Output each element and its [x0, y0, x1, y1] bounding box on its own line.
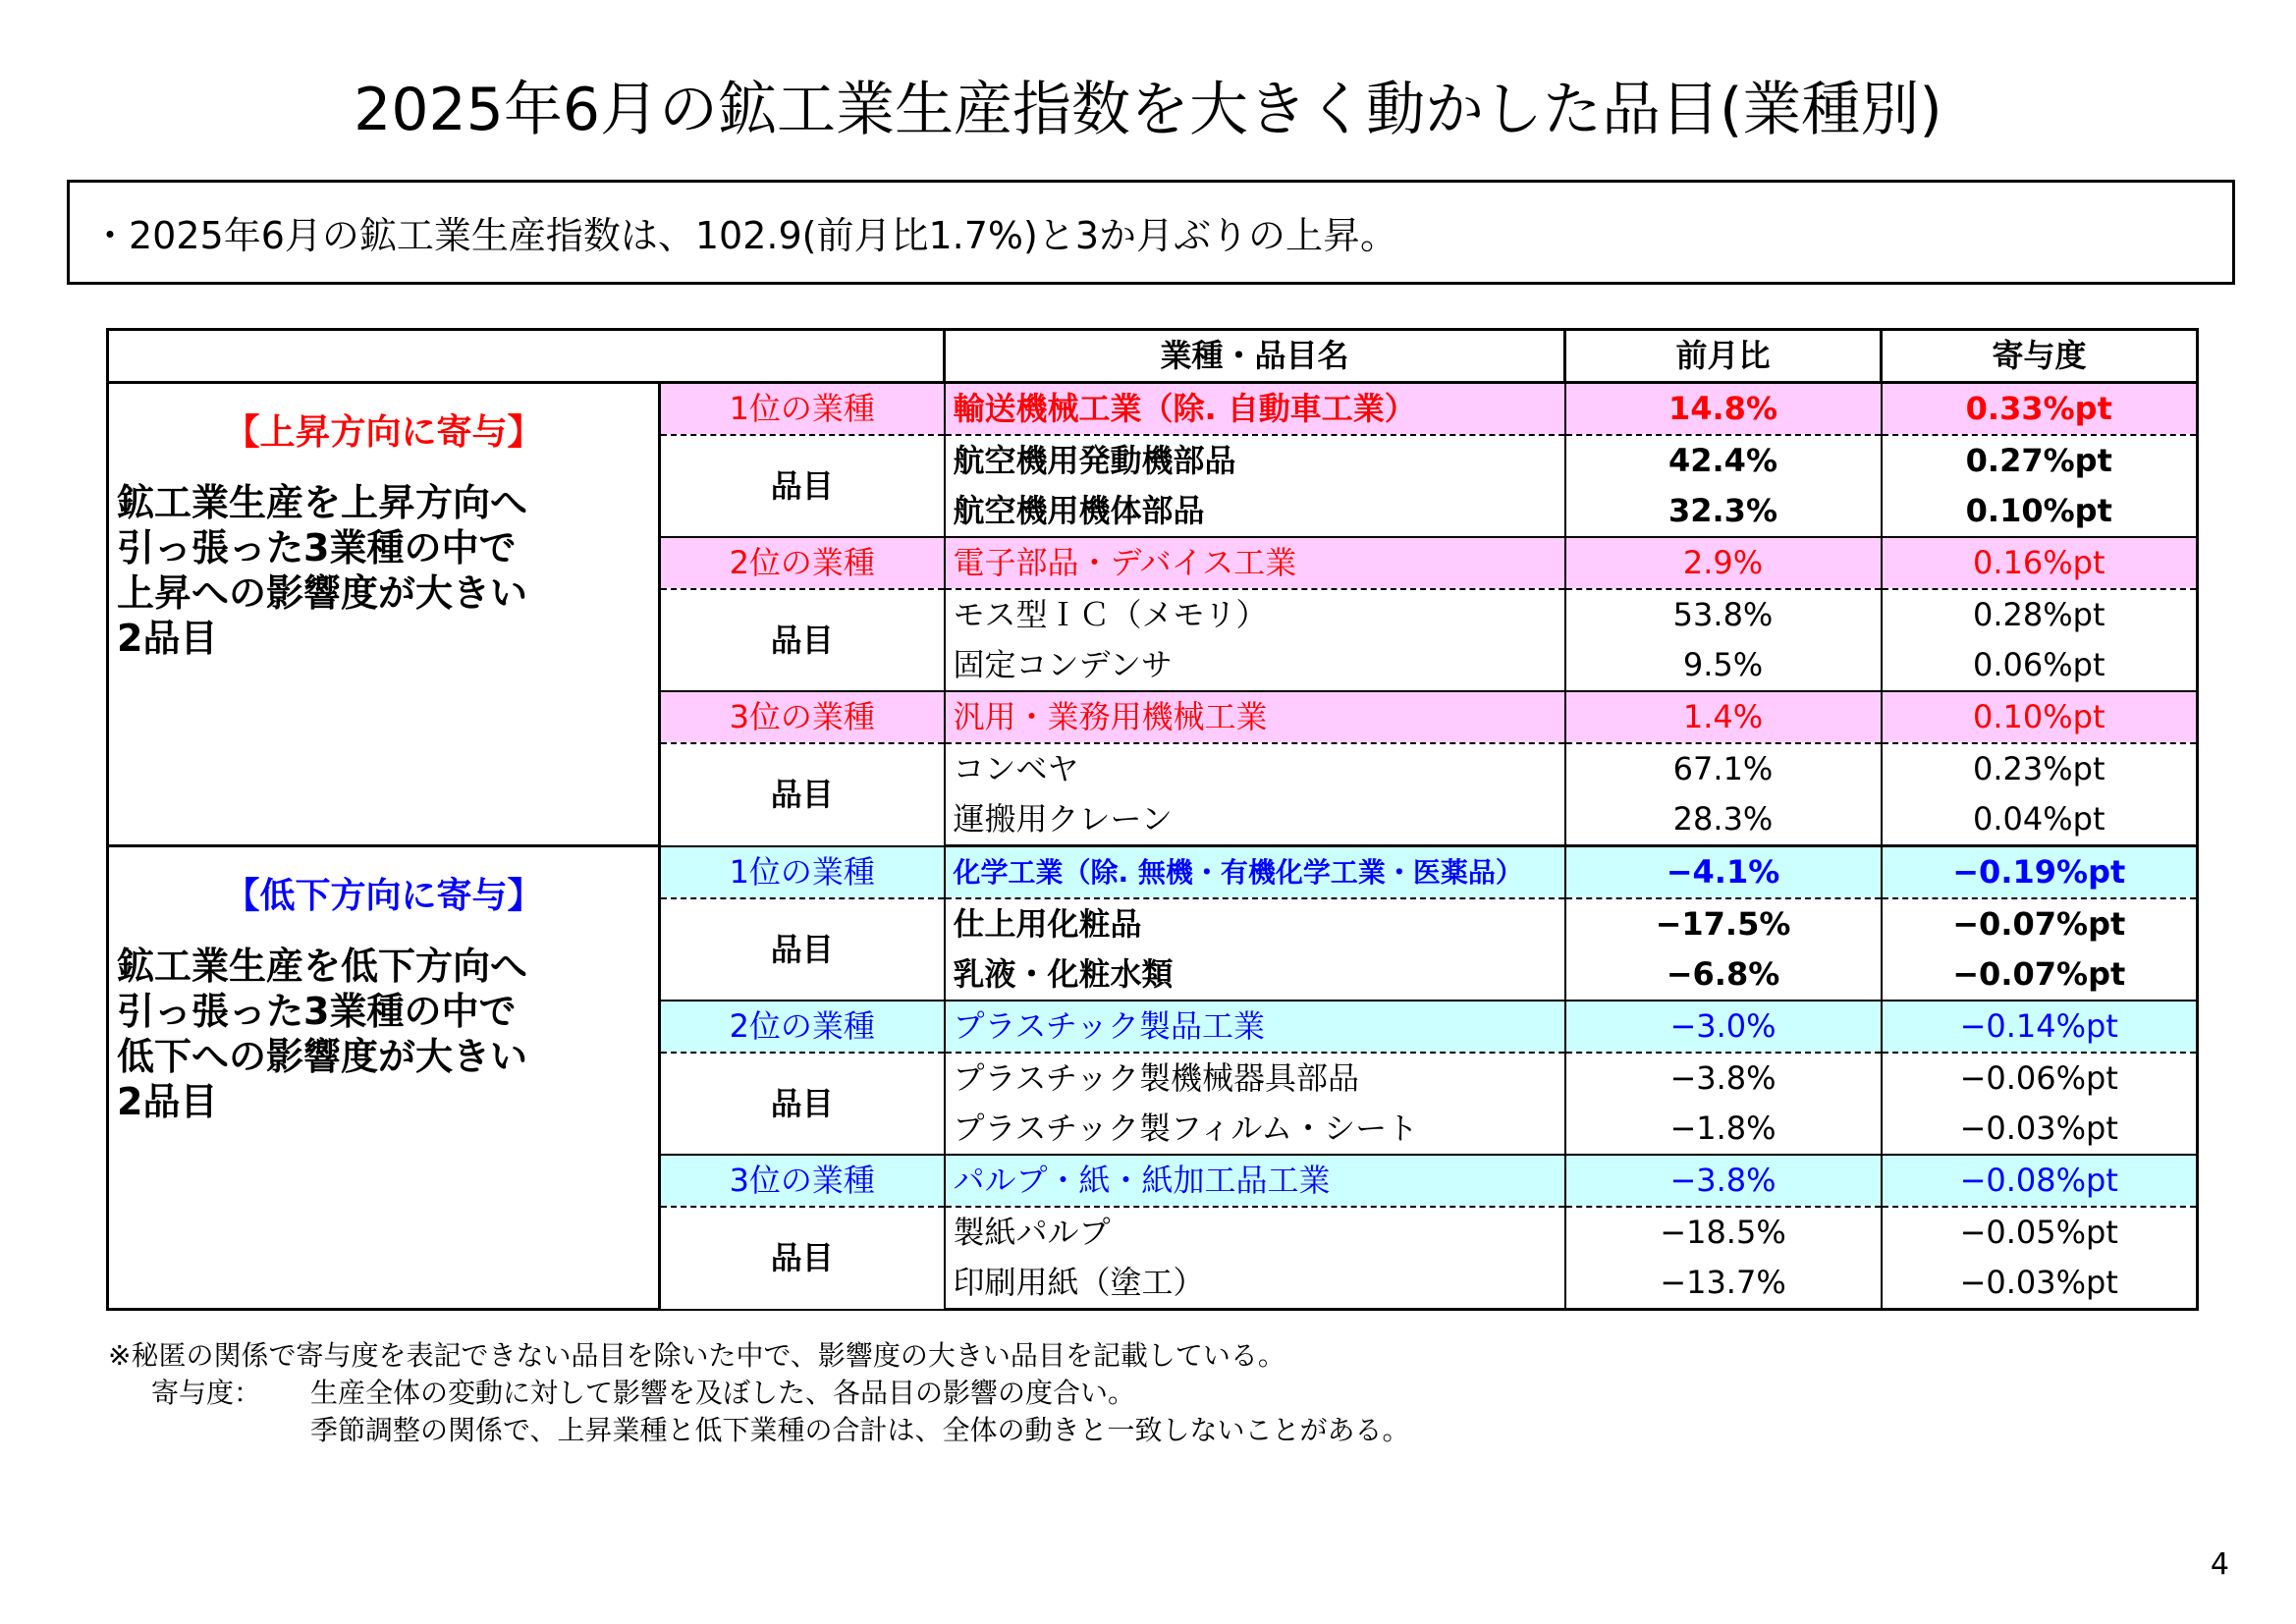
item-name: 航空機用機体部品 — [945, 486, 1565, 537]
industry-contribution: 0.33%pt — [1882, 383, 2198, 436]
item-mom: −1.8% — [1565, 1104, 1882, 1155]
rank-label: 2位の業種 — [660, 537, 945, 589]
item-label: 品目 — [660, 1207, 945, 1310]
down-description — [117, 944, 650, 1124]
item-name: 乳液・化粧水類 — [945, 949, 1565, 1001]
header-name: 業種・品目名 — [945, 330, 1565, 383]
down-heading: 【低下方向に寄与】 — [224, 876, 543, 916]
industry-mom: 2.9% — [1565, 537, 1882, 589]
rank-label: 1位の業種 — [660, 846, 945, 899]
item-name: 運搬用クレーン — [945, 794, 1565, 846]
up-desc-line: 鉱工業生産を上昇方向へ — [117, 481, 528, 524]
footnote-line-2 — [108, 1375, 1409, 1412]
industry-contribution: −0.14%pt — [1882, 1001, 2198, 1053]
industry-mom: −4.1% — [1565, 846, 1882, 899]
item-label: 品目 — [660, 435, 945, 537]
industry-name: パルプ・紙・紙加工品工業 — [945, 1155, 1565, 1207]
rank-label: 1位の業種 — [660, 383, 945, 436]
rank-label: 2位の業種 — [660, 1001, 945, 1053]
up-side-panel — [108, 383, 660, 846]
up-desc-line: 上昇への影響度が大きい — [117, 571, 528, 615]
summary-box — [67, 180, 2235, 285]
item-name: 製紙パルプ — [945, 1207, 1565, 1258]
industry-contribution: 0.16%pt — [1882, 537, 2198, 589]
item-name: プラスチック製フィルム・シート — [945, 1104, 1565, 1155]
footnote-label: 寄与度： — [151, 1377, 262, 1409]
footnote-line-3: 季節調整の関係で、上昇業種と低下業種の合計は、全体の動きと一致しないことがある。 — [310, 1414, 1410, 1446]
industry-contribution: 0.10%pt — [1882, 691, 2198, 743]
item-name: 航空機用発動機部品 — [945, 435, 1565, 486]
down-side-panel — [108, 846, 660, 1310]
item-label: 品目 — [660, 898, 945, 1001]
industry-name: プラスチック製品工業 — [945, 1001, 1565, 1053]
item-name: 仕上用化粧品 — [945, 898, 1565, 949]
item-name: 印刷用紙（塗工） — [945, 1258, 1565, 1310]
industry-contribution: −0.19%pt — [1882, 846, 2198, 899]
header-row — [108, 330, 2198, 383]
up-desc-line: 2品目 — [117, 617, 218, 660]
footnote-text: 生産全体の変動に対して影響を及ぼした、各品目の影響の度合い。 — [310, 1377, 1136, 1409]
industry-mom: −3.8% — [1565, 1155, 1882, 1207]
item-mom: −17.5% — [1565, 898, 1882, 949]
header-contribution: 寄与度 — [1882, 330, 2198, 383]
page-number: 4 — [2210, 1547, 2229, 1582]
industry-name: 化学工業（除. 無機・有機化学工業・医薬品） — [945, 846, 1565, 899]
up-description — [117, 480, 650, 661]
item-contribution: 0.28%pt — [1882, 589, 2198, 640]
industry-contribution: −0.08%pt — [1882, 1155, 2198, 1207]
item-contribution: −0.06%pt — [1882, 1053, 2198, 1104]
down-desc-line: 引っ張った3業種の中で — [117, 990, 517, 1033]
industry-mom: 1.4% — [1565, 691, 1882, 743]
item-contribution: −0.07%pt — [1882, 898, 2198, 949]
down-rank-1-row — [108, 846, 2198, 899]
item-mom: 28.3% — [1565, 794, 1882, 846]
summary-text: ・2025年6月の鉱工業生産指数は、102.9(前月比1.7%)と3か月ぶりの上昇。 — [91, 214, 1398, 257]
item-contribution: 0.06%pt — [1882, 640, 2198, 691]
contribution-table — [106, 328, 2199, 1311]
item-mom: 32.3% — [1565, 486, 1882, 537]
footnote-line-1: ※秘匿の関係で寄与度を表記できない品目を除いた中で、影響度の大きい品目を記載している。 — [108, 1339, 1285, 1372]
down-desc-line: 2品目 — [117, 1080, 218, 1123]
item-mom: 42.4% — [1565, 435, 1882, 486]
item-mom: 9.5% — [1565, 640, 1882, 691]
item-contribution: 0.23%pt — [1882, 743, 2198, 794]
down-desc-line: 低下への影響度が大きい — [117, 1035, 528, 1078]
item-mom: −3.8% — [1565, 1053, 1882, 1104]
up-heading: 【上昇方向に寄与】 — [224, 412, 543, 453]
item-name: モス型ＩＣ（メモリ） — [945, 589, 1565, 640]
item-mom: 67.1% — [1565, 743, 1882, 794]
item-mom: −6.8% — [1565, 949, 1882, 1001]
item-contribution: −0.07%pt — [1882, 949, 2198, 1001]
industry-name: 輸送機械工業（除. 自動車工業） — [945, 383, 1565, 436]
rank-label: 3位の業種 — [660, 691, 945, 743]
industry-name: 電子部品・デバイス工業 — [945, 537, 1565, 589]
item-contribution: −0.05%pt — [1882, 1207, 2198, 1258]
item-mom: 53.8% — [1565, 589, 1882, 640]
item-label: 品目 — [660, 589, 945, 691]
up-rank-1-row — [108, 383, 2198, 436]
item-label: 品目 — [660, 743, 945, 846]
item-contribution: −0.03%pt — [1882, 1258, 2198, 1310]
footnotes — [108, 1337, 1409, 1449]
item-name: コンベヤ — [945, 743, 1565, 794]
item-name: プラスチック製機械器具部品 — [945, 1053, 1565, 1104]
page-title: 2025年6月の鉱工業生産指数を大きく動かした品目(業種別) — [354, 76, 1942, 144]
item-contribution: 0.10%pt — [1882, 486, 2198, 537]
item-contribution: 0.27%pt — [1882, 435, 2198, 486]
up-desc-line: 引っ張った3業種の中で — [117, 526, 517, 569]
header-blank — [108, 330, 945, 383]
item-mom: −13.7% — [1565, 1258, 1882, 1310]
rank-label: 3位の業種 — [660, 1155, 945, 1207]
item-label: 品目 — [660, 1053, 945, 1155]
item-name: 固定コンデンサ — [945, 640, 1565, 691]
down-desc-line: 鉱工業生産を低下方向へ — [117, 945, 528, 988]
item-contribution: −0.03%pt — [1882, 1104, 2198, 1155]
industry-mom: −3.0% — [1565, 1001, 1882, 1053]
item-mom: −18.5% — [1565, 1207, 1882, 1258]
industry-mom: 14.8% — [1565, 383, 1882, 436]
item-contribution: 0.04%pt — [1882, 794, 2198, 846]
industry-name: 汎用・業務用機械工業 — [945, 691, 1565, 743]
header-mom: 前月比 — [1565, 330, 1882, 383]
